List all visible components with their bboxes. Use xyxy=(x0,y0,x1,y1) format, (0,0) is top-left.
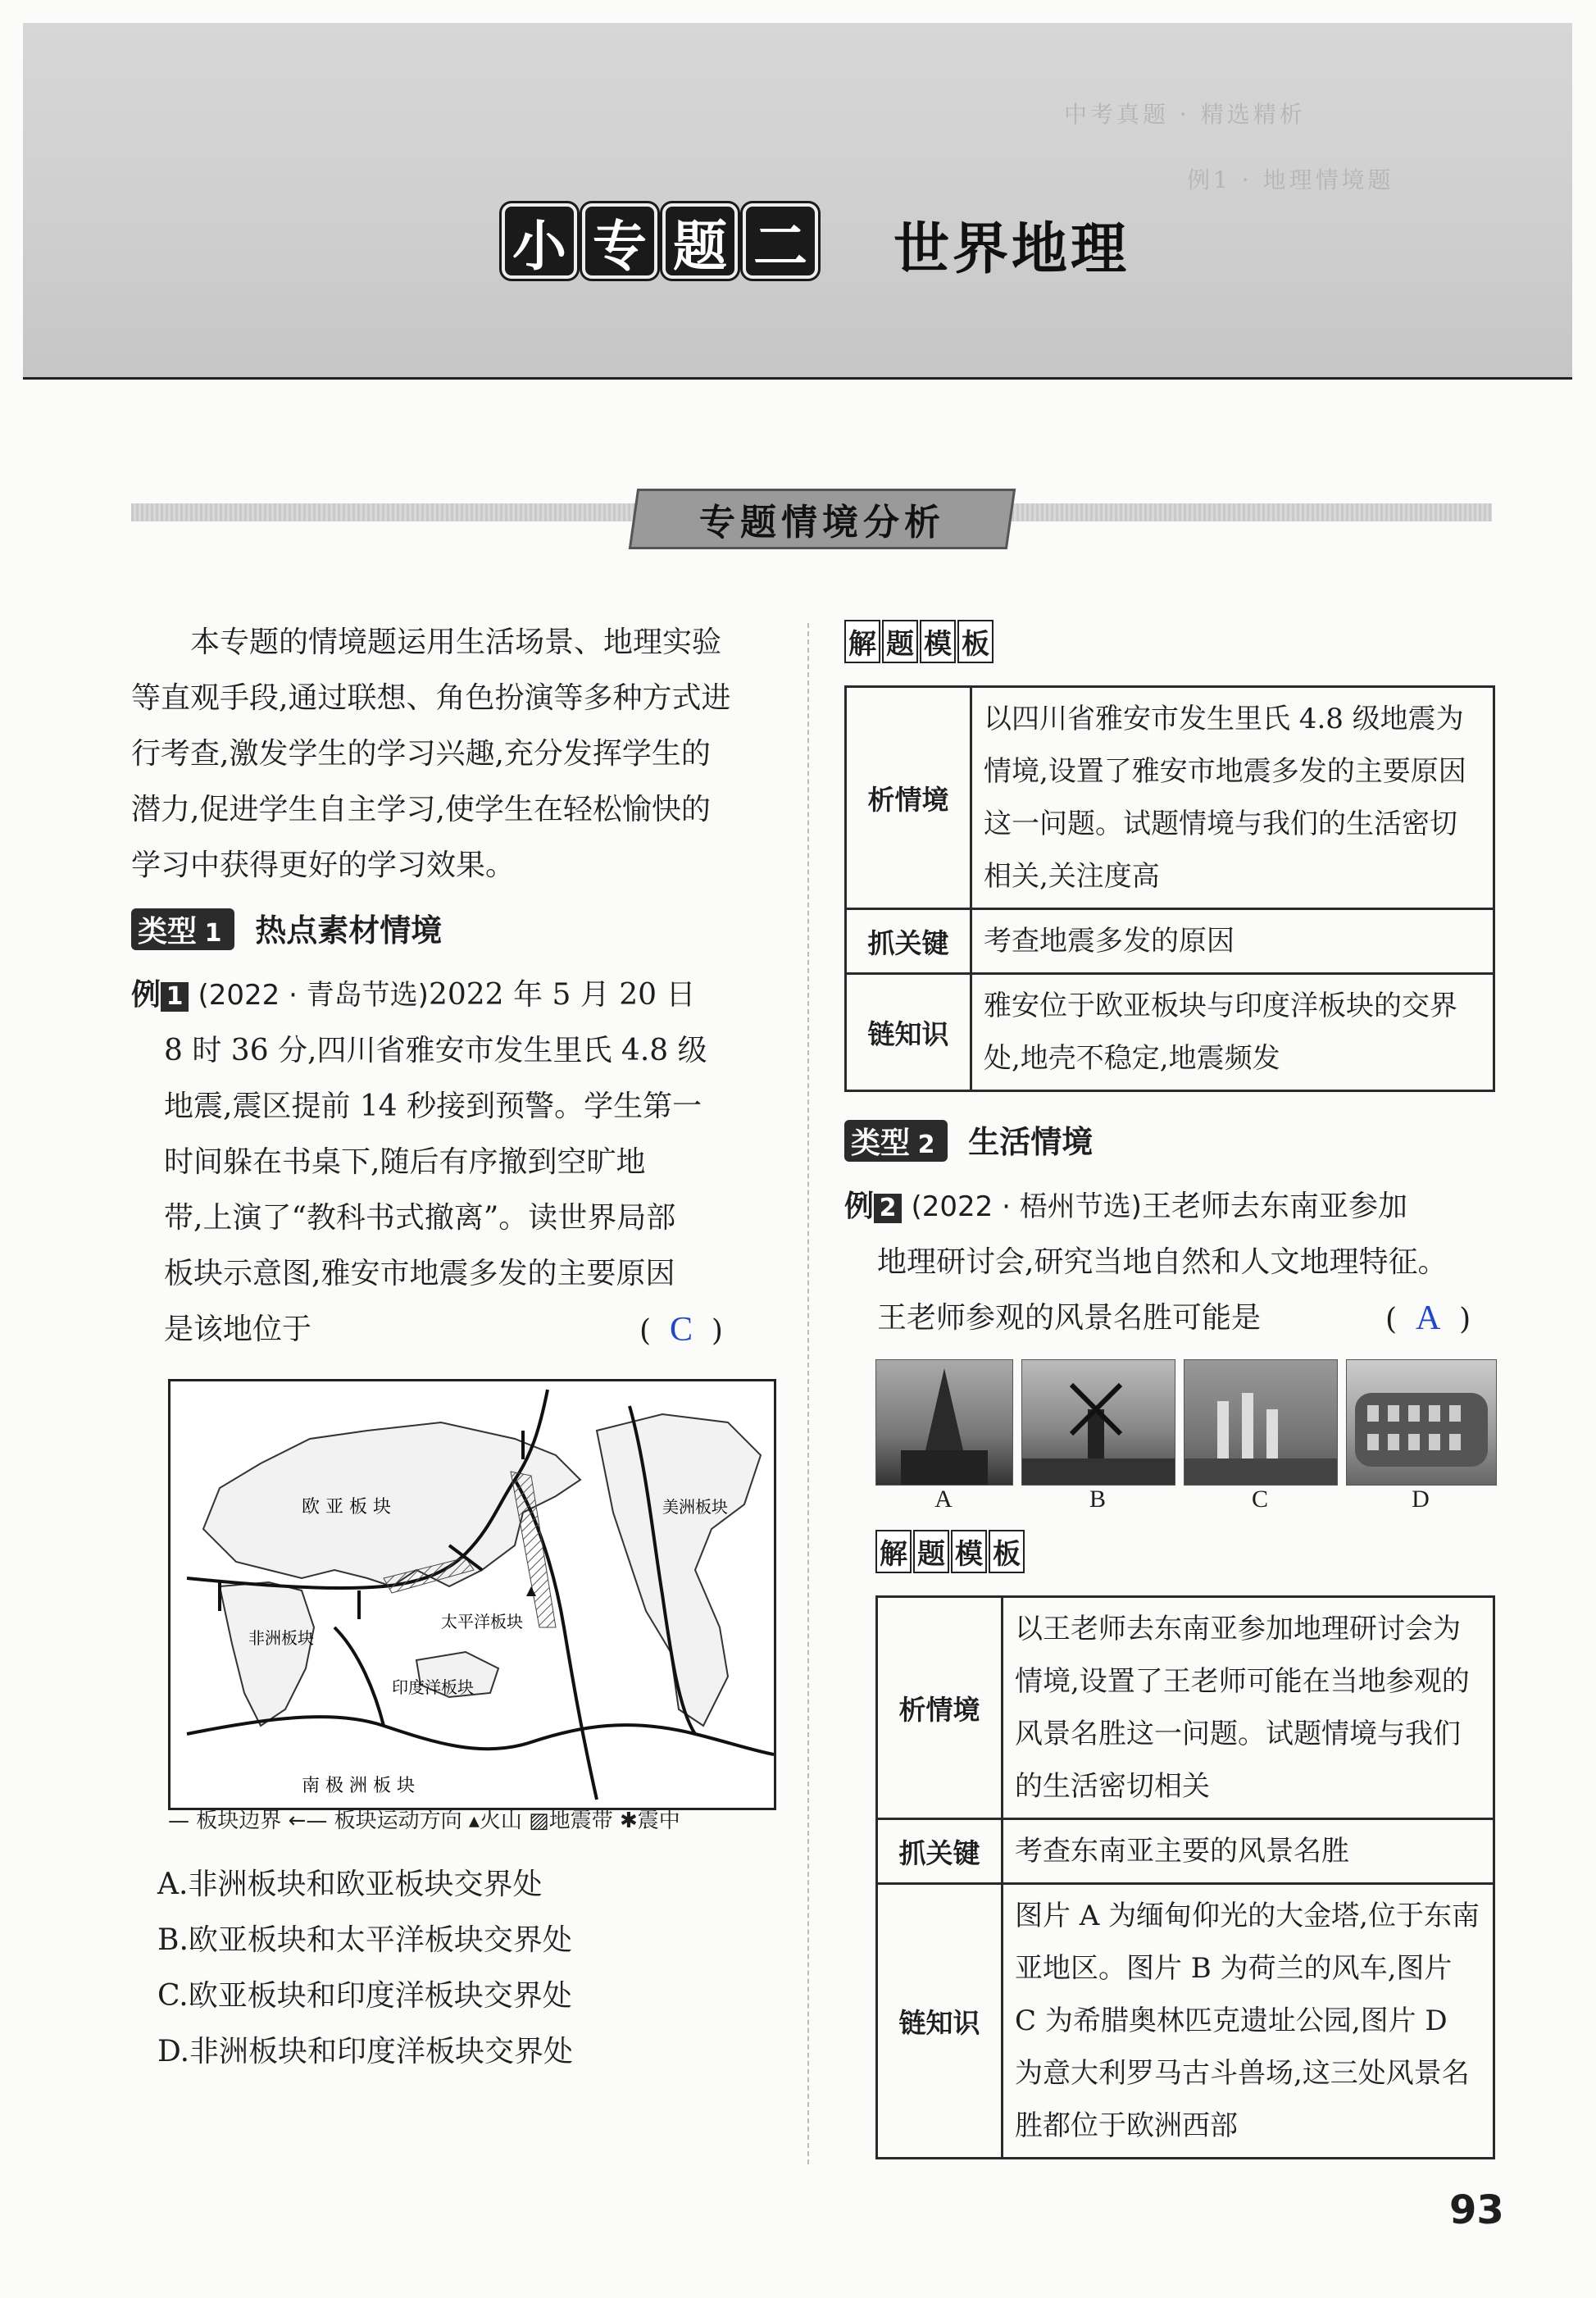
example1-line: 带,上演了“教科书式撤离”。读世界局部 xyxy=(164,1201,676,1235)
type-tag xyxy=(844,1120,948,1162)
template1-heading xyxy=(844,620,994,663)
template-heading-char: 板 xyxy=(957,620,994,663)
example1-answer: C xyxy=(669,1311,693,1349)
intro-line: 学习中获得更好的学习效果。 xyxy=(131,849,516,882)
photo-c-ruins xyxy=(1184,1359,1338,1486)
header-ghost-text: 中考真题 · 精选精析 xyxy=(1064,101,1306,128)
example1-first-line xyxy=(131,967,787,1023)
map-label-africa: 非洲板块 xyxy=(248,1628,314,1648)
intro-line: 行考查,激发学生的学习兴趣,充分发挥学生的 xyxy=(131,737,711,771)
photo-a-pagoda xyxy=(875,1359,1013,1486)
example1-line: 8 时 36 分,四川省雅安市发生里氏 4.8 级 xyxy=(164,1034,707,1067)
template1-table xyxy=(844,685,1495,1092)
example1-line: 2022 年 5 月 20 日 xyxy=(428,978,696,1012)
section-title-text: 专题情境分析 xyxy=(699,502,945,544)
option-c: C.欧亚板块和印度洋板块交界处 xyxy=(157,1979,572,2013)
type-num: 2 xyxy=(912,1131,941,1160)
plate-map-svg xyxy=(171,1381,774,1808)
template-row xyxy=(846,909,1494,974)
section-title xyxy=(629,489,1016,549)
type1-heading xyxy=(131,905,442,950)
example1-source: (2022 · 青岛节选) xyxy=(198,979,429,1012)
example-num: 2 xyxy=(874,1194,902,1223)
photo-b-windmill xyxy=(1021,1359,1175,1486)
intro-line: 本专题的情境题运用生活场景、地理实验 xyxy=(190,626,722,659)
map-label-indian: 印度洋板块 xyxy=(392,1677,474,1697)
example2-line: 王老师去东南亚参加 xyxy=(1141,1190,1407,1223)
option-a: A.非洲板块和欧亚板块交界处 xyxy=(157,1868,543,1901)
template-row-value: 图片 A 为缅甸仰光的大金塔,位于东南亚地区。图片 B 为荷兰的风车,图片 C 为希腊奥林匹克遗址公园,图片 D 为意大利罗马古斗兽场,这三处风景名胜都位于欧洲西部 xyxy=(1003,1884,1494,2159)
chapter-label-char: 小 xyxy=(502,203,577,279)
template-row xyxy=(846,974,1494,1091)
column-divider xyxy=(807,623,809,2164)
example1-line: 板块示意图,雅安市地震多发的主要原因 xyxy=(164,1257,675,1290)
plate-boundary-line xyxy=(187,1717,774,1754)
chapter-title: 世界地理 xyxy=(893,217,1130,282)
template-heading-char: 模 xyxy=(920,620,956,663)
type-tag xyxy=(131,908,234,950)
answer-bracket: ( C ) xyxy=(639,1311,723,1349)
answer-bracket: ( A ) xyxy=(1385,1299,1471,1337)
example-num: 1 xyxy=(161,982,189,1012)
template-row-label: 析情境 xyxy=(846,687,971,909)
template-heading-char: 题 xyxy=(882,620,918,663)
type2-heading xyxy=(844,1117,1093,1162)
template-heading-char: 解 xyxy=(844,620,880,663)
example-label: 例 xyxy=(131,978,161,1012)
example2-line: 王老师参观的风景名胜可能是 xyxy=(877,1301,1262,1335)
example2-source: (2022 · 梧州节选) xyxy=(911,1190,1142,1223)
template-heading-char: 解 xyxy=(875,1530,912,1573)
option-b: B.欧亚板块和太平洋板块交界处 xyxy=(157,1923,572,1957)
colosseum-icon xyxy=(1347,1360,1496,1485)
africa-landmass xyxy=(220,1582,314,1726)
template-row-label: 链知识 xyxy=(877,1884,1003,2159)
chapter-label-char: 专 xyxy=(582,203,657,279)
template-row-label: 抓关键 xyxy=(846,909,971,974)
template-row-value: 雅安位于欧亚板块与印度洋板块的交界处,地壳不稳定,地震频发 xyxy=(971,974,1494,1091)
template-heading-char: 题 xyxy=(913,1530,949,1573)
photo-caption: A xyxy=(934,1486,953,1513)
example1-text xyxy=(131,967,787,1358)
type1-title: 热点素材情境 xyxy=(255,912,443,949)
template-row xyxy=(877,1597,1494,1819)
template2-table xyxy=(875,1595,1495,2159)
ruins-icon xyxy=(1184,1360,1337,1485)
chapter-label-char: 题 xyxy=(662,203,738,279)
template-heading-char: 模 xyxy=(951,1530,987,1573)
option-d: D.非洲板块和印度洋板块交界处 xyxy=(157,2035,574,2068)
chapter-label-char: 二 xyxy=(743,203,818,279)
template-row-value: 考查东南亚主要的风景名胜 xyxy=(1003,1819,1494,1884)
photo-caption: B xyxy=(1089,1486,1106,1513)
example2-last-line xyxy=(844,1290,1525,1346)
template-row-label: 析情境 xyxy=(877,1597,1003,1819)
photo-caption: D xyxy=(1412,1486,1430,1513)
template-row xyxy=(877,1884,1494,2159)
header-ghost-text: 例1 · 地理情境题 xyxy=(1187,166,1394,193)
example1-last-line xyxy=(131,1302,787,1358)
type-tag-text: 类型 xyxy=(851,1126,911,1160)
template-row-label: 链知识 xyxy=(846,974,971,1091)
example2-line: 地理研讨会,研究当地自然和人文地理特征。 xyxy=(877,1245,1448,1279)
map-label-america: 美洲板块 xyxy=(662,1497,728,1517)
type2-title: 生活情境 xyxy=(968,1124,1094,1160)
template-row-label: 抓关键 xyxy=(877,1819,1003,1884)
template-row-value: 以王老师去东南亚参加地理研讨会为情境,设置了王老师可能在当地参观的风景名胜这一问题。试题情境与我们的生活密切相关 xyxy=(1003,1597,1494,1819)
page-number: 93 xyxy=(1449,2187,1504,2233)
example1-line: 是该地位于 xyxy=(164,1313,312,1346)
example2-first-line xyxy=(844,1179,1525,1235)
map-label-pacific: 太平洋板块 xyxy=(441,1612,523,1631)
template-row-value: 考查地震多发的原因 xyxy=(971,909,1494,974)
pagoda-icon xyxy=(876,1360,1012,1485)
plate-boundary-line xyxy=(334,1627,384,1726)
example2-text xyxy=(844,1179,1525,1346)
type-num: 1 xyxy=(198,919,228,949)
example-label: 例 xyxy=(844,1190,875,1223)
map-label-antarctic: 南 极 洲 板 块 xyxy=(302,1776,415,1796)
type-tag-text: 类型 xyxy=(138,915,198,949)
intro-line: 等直观手段,通过联想、角色扮演等多种方式进 xyxy=(131,681,731,715)
solution-template-tag xyxy=(875,1530,1025,1573)
intro-paragraph xyxy=(131,615,787,894)
map-legend: — 板块边界 ←— 板块运动方向 ▴火山 ▨地震带 ✱震中 xyxy=(168,1809,680,1833)
plate-map xyxy=(168,1379,776,1810)
template2-heading xyxy=(875,1530,1025,1573)
solution-template-tag xyxy=(844,620,994,663)
photo-caption: C xyxy=(1251,1486,1268,1513)
intro-line: 潜力,促进学生自主学习,使学生在轻松愉快的 xyxy=(131,793,711,826)
map-label-eurasia: 欧 亚 板 块 xyxy=(302,1497,391,1518)
template-row xyxy=(846,687,1494,909)
example1-line: 时间躲在书桌下,随后有序撤到空旷地 xyxy=(164,1145,646,1179)
windmill-icon xyxy=(1022,1360,1175,1485)
template-heading-char: 板 xyxy=(989,1530,1025,1573)
template-row xyxy=(877,1819,1494,1884)
example2-answer: A xyxy=(1415,1299,1441,1337)
photo-d-colosseum xyxy=(1346,1359,1497,1486)
chapter-header xyxy=(23,23,1572,380)
america-landmass xyxy=(597,1414,761,1726)
example1-line: 地震,震区提前 14 秒接到预警。学生第一 xyxy=(164,1090,703,1123)
template-row-value: 以四川省雅安市发生里氏 4.8 级地震为情境,设置了雅安市地震多发的主要原因这一问题。试题情境与我们的生活密切相关,关注度高 xyxy=(971,687,1494,909)
chapter-label xyxy=(502,203,818,279)
